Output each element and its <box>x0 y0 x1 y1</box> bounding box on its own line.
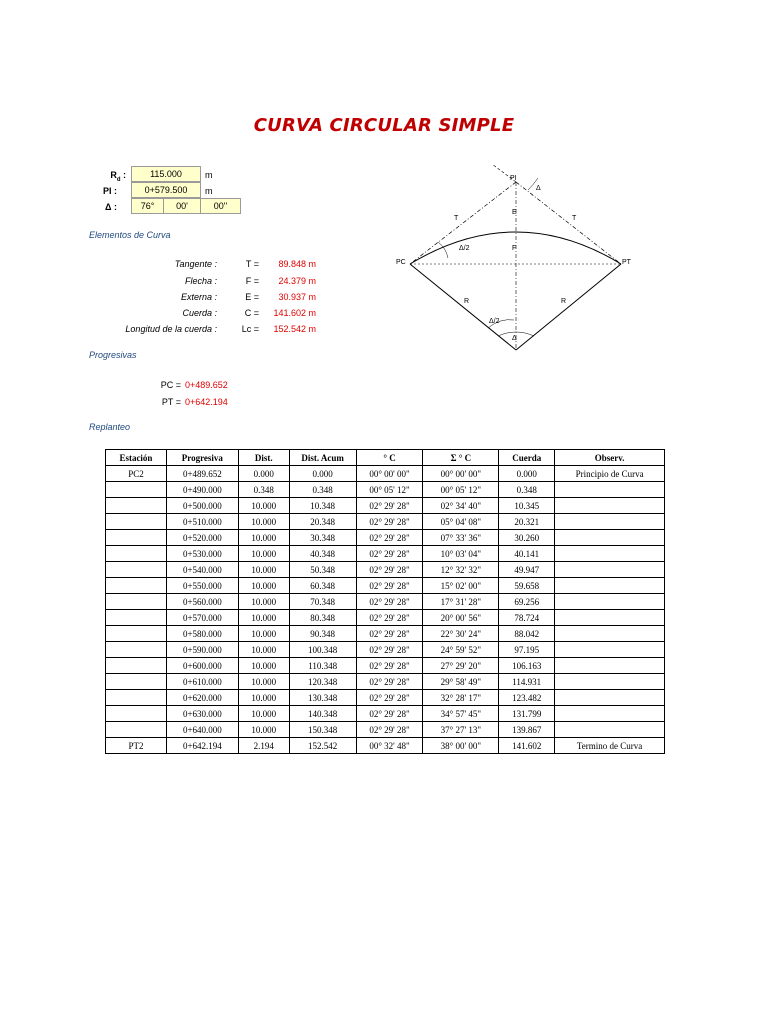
cell-progresiva: 0+600.000 <box>166 658 238 674</box>
cell-sum-angle: 05° 04' 08" <box>423 514 499 530</box>
externa-value: 30.937 m <box>278 292 316 302</box>
cell-estacion <box>106 658 167 674</box>
label-t-left: T <box>454 215 459 222</box>
cell-progresiva: 0+489.652 <box>166 466 238 482</box>
label-pt: PT <box>622 259 631 266</box>
label-pc: PC <box>396 259 406 266</box>
cell-estacion <box>106 626 167 642</box>
cell-dist: 10.000 <box>238 626 289 642</box>
cell-estacion <box>106 706 167 722</box>
cell-estacion: PT2 <box>106 738 167 754</box>
label-half-delta-top: Δ/2 <box>459 245 470 252</box>
cell-progresiva: 0+510.000 <box>166 514 238 530</box>
cell-angle: 02° 29' 28" <box>356 594 423 610</box>
cell-observ <box>555 546 665 562</box>
cell-angle: 02° 29' 28" <box>356 674 423 690</box>
cuerda-value: 141.602 m <box>273 308 316 318</box>
cell-estacion <box>106 498 167 514</box>
cell-estacion <box>106 530 167 546</box>
pc-value: 0+489.652 <box>185 380 228 390</box>
table-row <box>106 658 665 674</box>
cell-observ <box>555 658 665 674</box>
cell-observ <box>555 610 665 626</box>
table-row <box>106 722 665 738</box>
label-delta-bottom: Δ <box>512 335 517 342</box>
cell-dist-acum: 120.348 <box>289 674 356 690</box>
pc-label: PC = <box>160 380 181 390</box>
cell-cuerda: 141.602 <box>499 738 555 754</box>
table-row <box>106 690 665 706</box>
rd-colon: : <box>120 170 126 180</box>
cell-angle: 02° 29' 28" <box>356 690 423 706</box>
cell-dist-acum: 0.348 <box>289 482 356 498</box>
table-row <box>106 594 665 610</box>
cell-estacion: PC2 <box>106 466 167 482</box>
cell-angle: 02° 29' 28" <box>356 626 423 642</box>
cell-progresiva: 0+520.000 <box>166 530 238 546</box>
cell-dist: 10.000 <box>238 722 289 738</box>
cell-observ <box>555 690 665 706</box>
cell-angle: 00° 05' 12" <box>356 482 423 498</box>
cell-angle: 00° 00' 00" <box>356 466 423 482</box>
cell-dist-acum: 80.348 <box>289 610 356 626</box>
cell-sum-angle: 15° 02' 00" <box>423 578 499 594</box>
cell-estacion <box>106 578 167 594</box>
table-row <box>106 738 665 754</box>
cell-progresiva: 0+540.000 <box>166 562 238 578</box>
cell-dist: 10.000 <box>238 690 289 706</box>
tangente-symbol: T = <box>245 259 259 269</box>
cell-cuerda: 69.256 <box>499 594 555 610</box>
cell-dist-acum: 50.348 <box>289 562 356 578</box>
table-row <box>106 514 665 530</box>
cell-progresiva: 0+550.000 <box>166 578 238 594</box>
cell-progresiva: 0+490.000 <box>166 482 238 498</box>
col-header-dist-acum: Dist. Acum <box>289 450 356 466</box>
cell-dist: 10.000 <box>238 706 289 722</box>
cell-progresiva: 0+570.000 <box>166 610 238 626</box>
cell-cuerda: 40.141 <box>499 546 555 562</box>
cell-dist: 10.000 <box>238 642 289 658</box>
cell-progresiva: 0+590.000 <box>166 642 238 658</box>
table-row <box>106 610 665 626</box>
cell-dist-acum: 90.348 <box>289 626 356 642</box>
cell-sum-angle: 37° 27' 13" <box>423 722 499 738</box>
delta-deg-input[interactable]: 76° <box>131 198 164 214</box>
cell-sum-angle: 00° 05' 12" <box>423 482 499 498</box>
pt-value: 0+642.194 <box>185 397 228 407</box>
flecha-value: 24.379 m <box>278 276 316 286</box>
cell-sum-angle: 17° 31' 28" <box>423 594 499 610</box>
rd-unit: m <box>205 170 213 180</box>
cell-estacion <box>106 642 167 658</box>
col-header-observ: Observ. <box>555 450 665 466</box>
cell-progresiva: 0+630.000 <box>166 706 238 722</box>
cell-observ <box>555 706 665 722</box>
pt-label: PT = <box>161 397 181 407</box>
cell-angle: 02° 29' 28" <box>356 578 423 594</box>
table-row <box>106 562 665 578</box>
cell-dist-acum: 40.348 <box>289 546 356 562</box>
cell-observ <box>555 514 665 530</box>
cell-sum-angle: 12° 32' 32" <box>423 562 499 578</box>
cell-dist: 10.000 <box>238 594 289 610</box>
cell-cuerda: 59.658 <box>499 578 555 594</box>
table-row <box>106 578 665 594</box>
cell-dist: 2.194 <box>238 738 289 754</box>
pi-unit: m <box>205 186 213 196</box>
cell-cuerda: 0.348 <box>499 482 555 498</box>
cell-observ <box>555 642 665 658</box>
rd-letter: R <box>110 170 117 180</box>
cell-progresiva: 0+620.000 <box>166 690 238 706</box>
cell-sum-angle: 32° 28' 17" <box>423 690 499 706</box>
cell-angle: 02° 29' 28" <box>356 658 423 674</box>
cell-angle: 02° 29' 28" <box>356 642 423 658</box>
cell-sum-angle: 24° 59' 52" <box>423 642 499 658</box>
cell-observ <box>555 626 665 642</box>
cell-cuerda: 123.482 <box>499 690 555 706</box>
cell-sum-angle: 27° 29' 20" <box>423 658 499 674</box>
cell-dist: 10.000 <box>238 546 289 562</box>
cell-sum-angle: 10° 03' 04" <box>423 546 499 562</box>
cell-angle: 02° 29' 28" <box>356 610 423 626</box>
cell-dist-acum: 60.348 <box>289 578 356 594</box>
rd-subscript: d <box>116 176 121 183</box>
longitud-symbol: Lc = <box>241 324 259 334</box>
progresivas-heading: Progresivas <box>89 350 137 360</box>
cell-progresiva: 0+642.194 <box>166 738 238 754</box>
cuerda-label: Cuerda : <box>182 308 217 318</box>
cell-dist: 10.000 <box>238 562 289 578</box>
rd-input[interactable]: 115.000 <box>131 166 201 182</box>
table-row <box>106 466 665 482</box>
externa-symbol: E = <box>245 292 259 302</box>
cell-estacion <box>106 690 167 706</box>
cell-dist-acum: 0.000 <box>289 466 356 482</box>
cell-dist-acum: 130.348 <box>289 690 356 706</box>
cell-estacion <box>106 594 167 610</box>
cell-angle: 02° 29' 28" <box>356 562 423 578</box>
col-header-sum-angle: Σ ° C <box>423 450 499 466</box>
cell-dist: 0.000 <box>238 466 289 482</box>
cell-cuerda: 88.042 <box>499 626 555 642</box>
cell-angle: 00° 32' 48" <box>356 738 423 754</box>
cell-sum-angle: 38° 00' 00" <box>423 738 499 754</box>
cell-observ: Principio de Curva <box>555 466 665 482</box>
table-header-row <box>106 450 665 466</box>
flecha-symbol: F = <box>245 276 259 286</box>
cell-dist: 10.000 <box>238 514 289 530</box>
cell-estacion <box>106 610 167 626</box>
cell-dist-acum: 30.348 <box>289 530 356 546</box>
cell-sum-angle: 07° 33' 36" <box>423 530 499 546</box>
cell-dist: 10.000 <box>238 498 289 514</box>
externa-label: Externa : <box>180 292 217 302</box>
cell-estacion <box>106 674 167 690</box>
cell-dist-acum: 100.348 <box>289 642 356 658</box>
cell-estacion <box>106 514 167 530</box>
cell-cuerda: 0.000 <box>499 466 555 482</box>
cell-dist: 10.000 <box>238 610 289 626</box>
flecha-label: Flecha : <box>184 276 217 286</box>
tangente-label: Tangente : <box>174 259 217 269</box>
elementos-heading: Elementos de Curva <box>89 230 171 240</box>
cell-cuerda: 97.195 <box>499 642 555 658</box>
cell-cuerda: 10.345 <box>499 498 555 514</box>
cell-progresiva: 0+500.000 <box>166 498 238 514</box>
delta-sec-input[interactable]: 00'' <box>200 198 241 214</box>
cell-dist: 0.348 <box>238 482 289 498</box>
table-row <box>106 706 665 722</box>
table-row <box>106 546 665 562</box>
cell-progresiva: 0+580.000 <box>166 626 238 642</box>
table-row <box>106 674 665 690</box>
delta-label: Δ : <box>105 202 117 212</box>
cell-progresiva: 0+560.000 <box>166 594 238 610</box>
radius-right <box>516 264 621 350</box>
col-header-estacion: Estación <box>106 450 167 466</box>
tangente-value: 89.848 m <box>278 259 316 269</box>
cell-cuerda: 131.799 <box>499 706 555 722</box>
curve-diagram <box>388 160 648 360</box>
cell-cuerda: 139.867 <box>499 722 555 738</box>
cell-observ <box>555 674 665 690</box>
col-header-angle: ° C <box>356 450 423 466</box>
table-row <box>106 498 665 514</box>
cell-estacion <box>106 722 167 738</box>
table-row <box>106 482 665 498</box>
cell-observ <box>555 594 665 610</box>
cell-angle: 02° 29' 28" <box>356 722 423 738</box>
cell-cuerda: 114.931 <box>499 674 555 690</box>
longitud-value: 152.542 m <box>273 324 316 334</box>
delta-min-input[interactable]: 00' <box>163 198 201 214</box>
label-delta-top: Δ <box>536 185 541 192</box>
cell-sum-angle: 20° 00' 56" <box>423 610 499 626</box>
pi-input[interactable]: 0+579.500 <box>131 182 201 198</box>
cell-sum-angle: 29° 58' 49" <box>423 674 499 690</box>
label-e: E <box>512 209 517 216</box>
cell-progresiva: 0+610.000 <box>166 674 238 690</box>
col-header-dist: Dist. <box>238 450 289 466</box>
cell-sum-angle: 34° 57' 45" <box>423 706 499 722</box>
cell-observ <box>555 482 665 498</box>
longitud-label: Longitud de la cuerda : <box>125 324 217 334</box>
cell-observ <box>555 498 665 514</box>
replanteo-table <box>105 449 665 754</box>
cell-dist: 10.000 <box>238 530 289 546</box>
cell-dist-acum: 110.348 <box>289 658 356 674</box>
label-half-delta-bottom: Δ/2 <box>489 318 500 325</box>
cell-dist-acum: 10.348 <box>289 498 356 514</box>
cell-cuerda: 106.163 <box>499 658 555 674</box>
cell-dist-acum: 150.348 <box>289 722 356 738</box>
page-title: CURVA CIRCULAR SIMPLE <box>253 115 515 136</box>
cell-progresiva: 0+640.000 <box>166 722 238 738</box>
cell-sum-angle: 02° 34' 40" <box>423 498 499 514</box>
cell-sum-angle: 00° 00' 00" <box>423 466 499 482</box>
cell-angle: 02° 29' 28" <box>356 546 423 562</box>
cuerda-symbol: C = <box>244 308 259 318</box>
table-row <box>106 530 665 546</box>
replanteo-heading: Replanteo <box>89 422 131 432</box>
cell-dist: 10.000 <box>238 658 289 674</box>
cell-sum-angle: 22° 30' 24" <box>423 626 499 642</box>
cell-cuerda: 20.321 <box>499 514 555 530</box>
cell-observ <box>555 562 665 578</box>
cell-estacion <box>106 482 167 498</box>
col-header-cuerda: Cuerda <box>499 450 555 466</box>
cell-angle: 02° 29' 28" <box>356 530 423 546</box>
table-row <box>106 626 665 642</box>
cell-cuerda: 78.724 <box>499 610 555 626</box>
cell-observ <box>555 530 665 546</box>
cell-dist-acum: 140.348 <box>289 706 356 722</box>
cell-dist: 10.000 <box>238 578 289 594</box>
label-t-right: T <box>572 215 577 222</box>
cell-angle: 02° 29' 28" <box>356 706 423 722</box>
pi-label: PI : <box>102 186 117 196</box>
label-r-right: R <box>561 298 567 305</box>
cell-observ <box>555 722 665 738</box>
cell-observ: Termino de Curva <box>555 738 665 754</box>
label-r-left: R <box>464 298 470 305</box>
cell-cuerda: 30.260 <box>499 530 555 546</box>
cell-estacion <box>106 562 167 578</box>
cell-dist: 10.000 <box>238 674 289 690</box>
cell-estacion <box>106 546 167 562</box>
cell-angle: 02° 29' 28" <box>356 498 423 514</box>
cell-dist-acum: 152.542 <box>289 738 356 754</box>
label-f: F <box>512 245 517 252</box>
rd-label <box>96 170 126 183</box>
col-header-progresiva: Progresiva <box>166 450 238 466</box>
cell-angle: 02° 29' 28" <box>356 514 423 530</box>
cell-observ <box>555 578 665 594</box>
cell-progresiva: 0+530.000 <box>166 546 238 562</box>
radius-left <box>410 264 516 350</box>
tangent-extension-right <box>516 182 621 264</box>
table-body <box>106 466 665 754</box>
cell-cuerda: 49.947 <box>499 562 555 578</box>
cell-dist-acum: 70.348 <box>289 594 356 610</box>
cell-dist-acum: 20.348 <box>289 514 356 530</box>
label-pi: PI <box>510 175 517 182</box>
half-delta-arc-top <box>438 242 448 258</box>
table-row <box>106 642 665 658</box>
